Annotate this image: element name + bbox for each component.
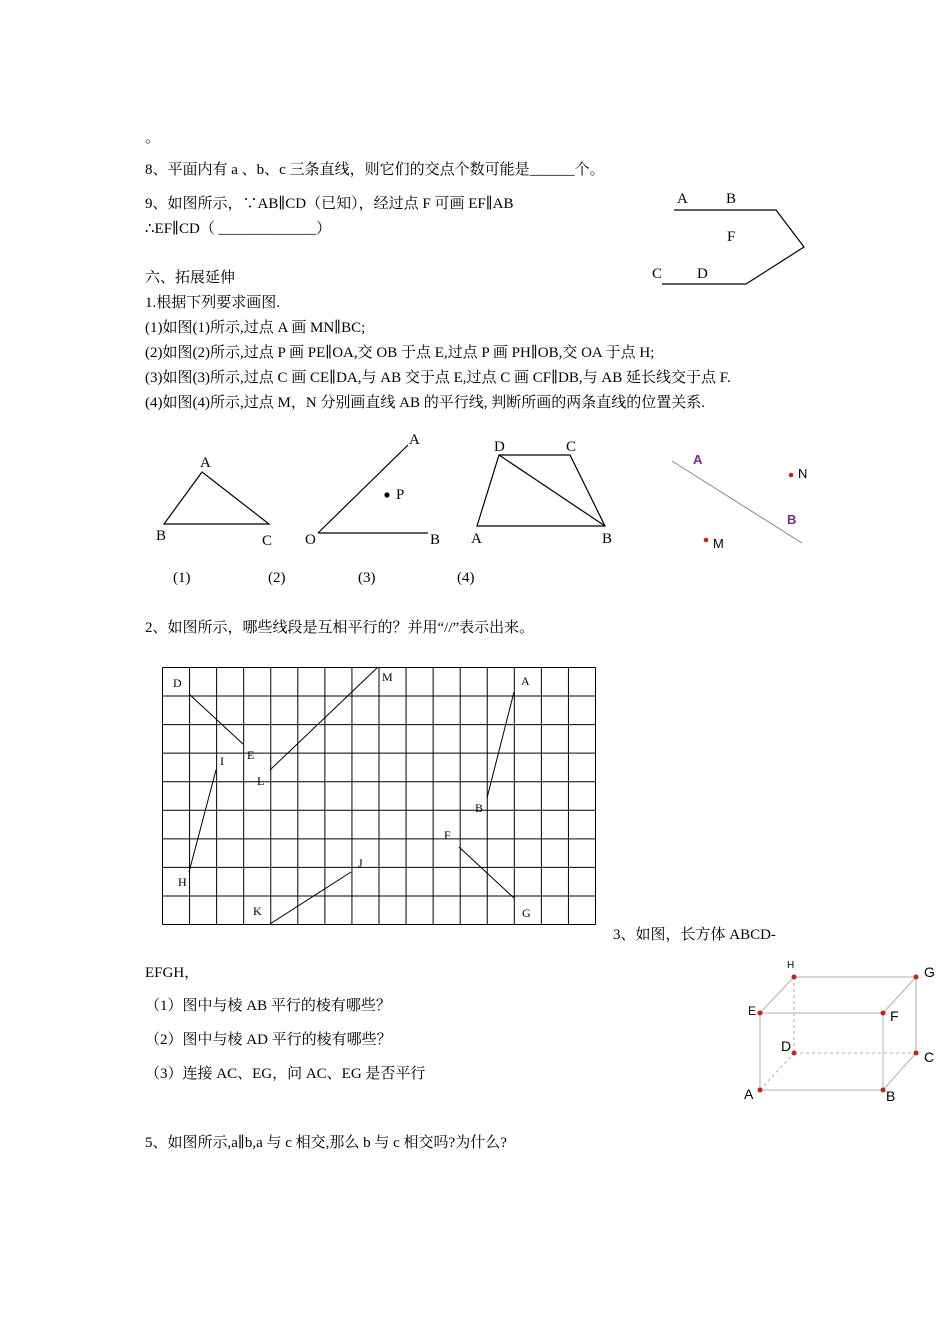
question-2: 2、如图所示，哪些线段是互相平行的？并用“//”表示出来。 bbox=[145, 620, 535, 636]
extension-1-item-1: (1)如图(1)所示,过点 A 画 MN∥BC; bbox=[145, 320, 366, 336]
q9-label-f: F bbox=[727, 229, 736, 245]
grid-lines bbox=[163, 668, 596, 925]
cuboid-label-g: G bbox=[924, 964, 935, 980]
fig1-label-b: B bbox=[156, 528, 167, 544]
cuboid-label-f: F bbox=[890, 1008, 899, 1024]
question-3-line-1: 3、如图，长方体 ABCD- bbox=[613, 927, 776, 943]
question-3-item-1: （1）图中与棱 AB 平行的棱有哪些？ bbox=[145, 998, 391, 1014]
figure-1-caption: (1) bbox=[173, 570, 191, 586]
fig3-label-d: D bbox=[494, 439, 505, 455]
grid-label-j: J bbox=[358, 856, 363, 870]
top-mark: 。 bbox=[145, 130, 161, 146]
figure-1-triangle bbox=[150, 450, 280, 550]
grid-label-d: D bbox=[173, 676, 182, 690]
q9-label-b: B bbox=[726, 191, 737, 207]
grid-label-m: M bbox=[382, 670, 393, 684]
question-3-item-3: （3）连接 AC、EG，问 AC、EG 是否平行 bbox=[145, 1066, 426, 1082]
cuboid-label-c: C bbox=[924, 1049, 935, 1065]
fig2-label-o: O bbox=[305, 532, 316, 548]
fig4-label-b: B bbox=[787, 512, 797, 527]
grid-label-g: G bbox=[522, 906, 531, 920]
grid-label-e: E bbox=[247, 748, 255, 762]
figure-3-caption: (3) bbox=[358, 570, 376, 586]
fig1-label-a: A bbox=[200, 455, 211, 471]
q9-label-c: C bbox=[652, 266, 663, 282]
grid-figure bbox=[162, 667, 596, 925]
grid-label-k: K bbox=[253, 904, 262, 918]
q9-label-a: A bbox=[677, 191, 688, 207]
question-5: 5、如图所示,a∥b,a 与 c 相交,那么 b 与 c 相交吗?为什么? bbox=[145, 1135, 507, 1151]
fig2-label-a: A bbox=[409, 432, 420, 448]
fig4-label-n: N bbox=[798, 466, 808, 481]
question-3-item-2: （2）图中与棱 AD 平行的棱有哪些？ bbox=[145, 1032, 392, 1048]
grid-label-h: H bbox=[178, 875, 187, 889]
question-9-line-1: 9、如图所示，∵AB∥CD（已知），经过点 F 可画 EF∥AB bbox=[145, 196, 514, 212]
fig4-label-m: M bbox=[713, 536, 724, 551]
extension-1-item-2: (2)如图(2)所示,过点 P 画 PE∥OA,交 OB 于点 E,过点 P 画 PH∥OB,交 OA 于点 H; bbox=[145, 345, 655, 361]
fig2-label-p: P bbox=[396, 487, 405, 503]
fig4-label-a: A bbox=[693, 452, 703, 467]
figure-2-angle bbox=[300, 425, 450, 550]
figure-4-caption: (4) bbox=[457, 570, 475, 586]
fig3-label-a: A bbox=[471, 531, 482, 547]
figure-3-trapezoid bbox=[465, 435, 625, 550]
extension-1-item-3: (3)如图(3)所示,过点 C 画 CE∥DA,与 AB 交于点 E,过点 C 画 CF∥DB,与 AB 延长线交于点 F. bbox=[145, 370, 731, 386]
extension-1-item-4: (4)如图(4)所示,过点 M，N 分别画直线 AB 的平行线, 判断所画的两条直线的位置关系. bbox=[145, 395, 705, 411]
fig2-label-b: B bbox=[430, 532, 441, 548]
q9-figure bbox=[640, 180, 820, 300]
cuboid-label-e: E bbox=[748, 1004, 757, 1018]
extension-1-title: 1.根据下列要求画图. bbox=[145, 295, 281, 311]
question-8: 8、平面内有 a 、b、c 三条直线，则它们的交点个数可能是______个。 bbox=[145, 162, 605, 178]
cuboid-label-h: H bbox=[787, 960, 795, 971]
cuboid-figure bbox=[738, 955, 938, 1110]
fig1-label-c: C bbox=[262, 533, 273, 549]
grid-label-b: B bbox=[475, 801, 484, 815]
grid-label-a: A bbox=[521, 674, 530, 688]
figure-2-caption: (2) bbox=[268, 570, 286, 586]
cuboid-label-b: B bbox=[886, 1088, 896, 1104]
question-9-line-2: ∴EF∥CD（ _____________） bbox=[145, 221, 332, 237]
grid-label-f: F bbox=[444, 828, 451, 842]
grid-label-i: I bbox=[220, 754, 224, 768]
grid-label-l: L bbox=[257, 774, 265, 788]
fig3-label-b: B bbox=[602, 531, 613, 547]
section-6-title: 六、拓展延伸 bbox=[145, 270, 236, 286]
q9-label-d: D bbox=[697, 266, 708, 282]
question-3-line-2: EFGH， bbox=[145, 965, 200, 981]
cuboid-label-d: D bbox=[781, 1038, 792, 1054]
cuboid-label-a: A bbox=[744, 1086, 754, 1102]
fig3-label-c: C bbox=[566, 439, 577, 455]
figure-4-line bbox=[660, 445, 820, 560]
